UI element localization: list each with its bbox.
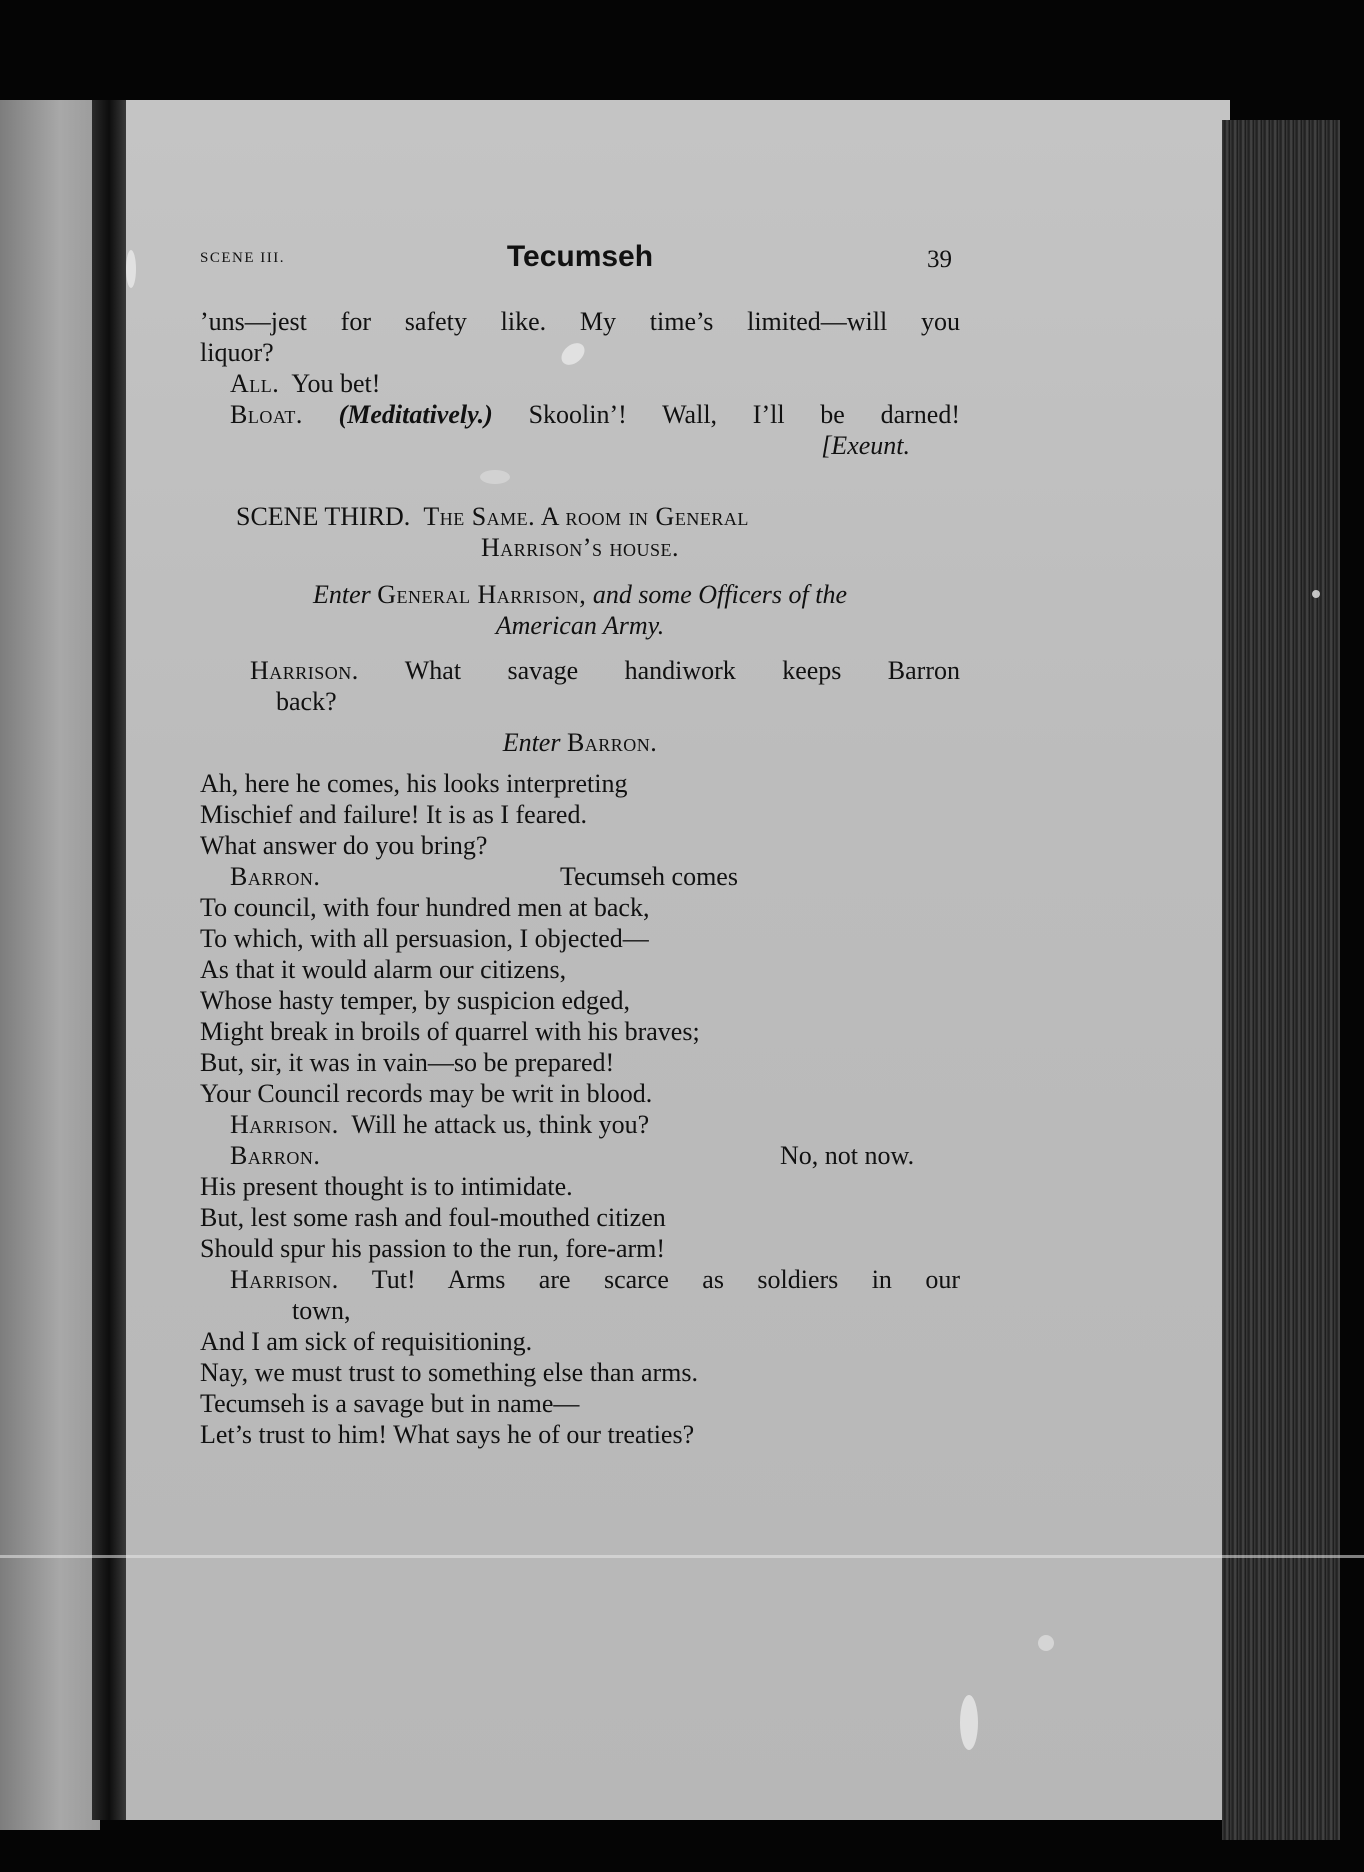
page-number: 39 (927, 246, 952, 273)
speech-line (200, 861, 960, 892)
dust-speck (1312, 590, 1320, 598)
dust-speck (960, 1695, 978, 1750)
speech-text: What savage handiwork keeps Barron (404, 656, 960, 685)
speaker-name: Harrison. (230, 1265, 339, 1294)
dust-speck (1038, 1635, 1054, 1651)
verse-line: Mischief and failure! It is as I feared. (200, 800, 587, 829)
verse-line: Let’s trust to him! What says he of our treaties? (200, 1420, 695, 1449)
scene-setting-cont: Harrison’s house. (481, 533, 679, 562)
speaker-name: All. (230, 369, 280, 398)
verse-line: Whose hasty temper, by suspicion edged, (200, 986, 631, 1015)
character-name: Barron. (566, 728, 658, 757)
book-gutter (92, 100, 126, 1820)
verse-line: Ah, here he comes, his looks interpreting (200, 769, 628, 798)
scene-heading (200, 501, 960, 532)
speaker-name: Bloat. (230, 400, 303, 429)
play-text (200, 244, 960, 1450)
stage-direction: American Army. (495, 611, 665, 640)
speaker-name: Barron. (230, 1141, 321, 1170)
verse-line: And I am sick of requisitioning. (200, 1327, 533, 1356)
speech-line (200, 655, 960, 686)
speech-continuation: back? (276, 687, 337, 716)
speech-text: Will he attack us, think you? (351, 1110, 650, 1139)
running-head: SCENE III. (200, 250, 285, 266)
speaker-name: Harrison. (250, 656, 359, 685)
verse-line: What answer do you bring? (200, 831, 488, 860)
character-name: General Harrison, (377, 580, 587, 609)
verse-line: To council, with four hundred men at back, (200, 893, 650, 922)
verse-line: Your Council records may be writ in blood. (200, 1079, 653, 1108)
verse-line: Should spur his passion to the run, fore-arm! (200, 1234, 666, 1263)
enter-word: Enter (312, 580, 371, 609)
scene-setting: The Same. A room in General (423, 502, 749, 531)
text-line: liquor? (200, 338, 274, 367)
speech-text: Tecumseh comes (560, 862, 738, 891)
verse-line: But, lest some rash and foul-mouthed citizen (200, 1203, 666, 1232)
speech-text: Skoolin’! Wall, I’ll be darned! (528, 400, 960, 429)
left-page-edge (0, 100, 100, 1830)
speech-line (200, 368, 960, 399)
dust-speck (126, 250, 136, 288)
speech-line (200, 1264, 960, 1295)
speech-line (200, 399, 960, 430)
speech-text: Tut! Arms are scarce as soldiers in our (371, 1265, 960, 1294)
verse-line: To which, with all persuasion, I objected— (200, 924, 649, 953)
verse-line: Tecumseh is a savage but in name— (200, 1389, 580, 1418)
verse-line: As that it would alarm our citizens, (200, 955, 567, 984)
speaker-name: Barron. (230, 862, 321, 891)
verse-line: His present thought is to intimidate. (200, 1172, 573, 1201)
speech-line (200, 1140, 960, 1171)
enter-word: Enter (502, 728, 561, 757)
speech-continuation: town, (292, 1296, 351, 1325)
page-title: Tecumseh (506, 240, 654, 273)
verse-line: But, sir, it was in vain—so be prepared! (200, 1048, 615, 1077)
scene-number: SCENE THIRD. (236, 502, 411, 531)
speech-line (200, 1109, 960, 1140)
stage-direction-enter (200, 727, 960, 758)
exit-direction: [Exeunt. (821, 431, 910, 460)
speaker-name: Harrison. (230, 1110, 339, 1139)
page-edges (1222, 120, 1340, 1840)
scan-line (0, 1555, 1364, 1558)
text-line: ’uns—jest for safety like. My time’s limited—will you (200, 307, 960, 336)
stage-direction: and some Officers of the (592, 580, 847, 609)
speech-text: You bet! (291, 369, 381, 398)
verse-line: Nay, we must trust to something else than arms. (200, 1358, 699, 1387)
verse-line: Might break in broils of quarrel with his braves; (200, 1017, 700, 1046)
stage-direction-enter (200, 579, 960, 610)
speech-text: No, not now. (780, 1141, 915, 1170)
stage-direction: (Meditatively.) (338, 400, 493, 429)
